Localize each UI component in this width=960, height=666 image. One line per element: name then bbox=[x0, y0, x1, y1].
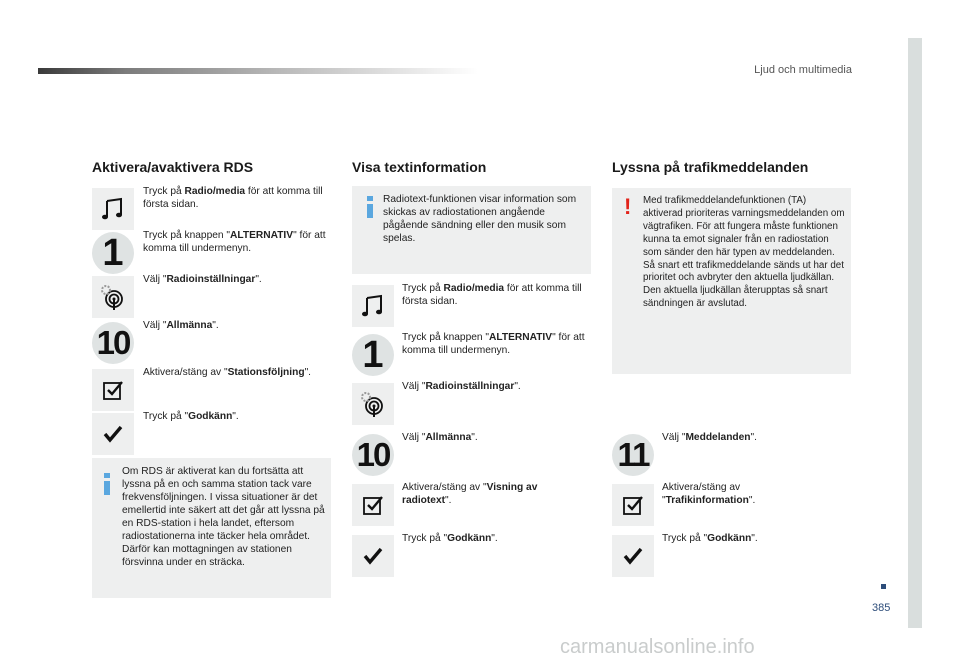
col2-step-2-text: Tryck på knappen "ALTERNATIV" för att komma till undermenyn. bbox=[402, 332, 585, 356]
col3-step-3-text: Tryck på "Godkänn". bbox=[662, 533, 758, 544]
col1-step-3-text: Välj "Radioinställningar". bbox=[143, 274, 262, 285]
radio-settings-icon bbox=[352, 383, 394, 425]
info-icon bbox=[104, 473, 110, 495]
col1-step-6-text: Tryck på "Godkänn". bbox=[143, 411, 239, 422]
rds-info-box bbox=[92, 458, 331, 598]
music-note-icon bbox=[352, 285, 394, 327]
radio-settings-icon bbox=[92, 276, 134, 318]
col1-step-4-text: Välj "Allmänna". bbox=[143, 320, 219, 331]
col2-step-1-text: Tryck på Radio/media för att komma till första sidan. bbox=[402, 283, 582, 307]
col2-step-3-text: Välj "Radioinställningar". bbox=[402, 381, 521, 392]
side-margin-strip bbox=[908, 38, 922, 628]
page-marker bbox=[881, 584, 886, 589]
info-icon bbox=[367, 196, 373, 218]
traffic-warning-box bbox=[612, 188, 851, 374]
section-title: Ljud och multimedia bbox=[754, 64, 852, 76]
music-note-icon bbox=[92, 188, 134, 230]
step-number-badge: 10 bbox=[352, 434, 394, 476]
step-number-badge: 1 bbox=[92, 232, 134, 274]
col1-step-2-text: Tryck på knappen "ALTERNATIV" för att komma till undermenyn. bbox=[143, 230, 326, 254]
radiotext-info-text: Radiotext-funktionen visar information som skickas av radiostationen angående pågående sändning eller den musik som spelas. bbox=[383, 194, 577, 244]
col3-step-2-text: Aktivera/stäng av "Trafikinformation". bbox=[662, 482, 756, 506]
checkbox-icon bbox=[352, 484, 394, 526]
radiotext-info-box bbox=[352, 186, 591, 274]
step-number-badge: 11 bbox=[612, 434, 654, 476]
watermark-text: carmanualsonline.info bbox=[560, 636, 755, 658]
rds-info-text: Om RDS är aktiverat kan du fortsätta att lyssna på en och samma station tack vare frekvensföljningen. I vissa situationer är det emellertid inte säkert att det går att lyssna på en RDS-station i hela landet, eftersom radiostationerna inte täcker hela området. Därför kan mottagningen av stationen försvinna under en sträcka. bbox=[122, 466, 325, 568]
warning-icon: ! bbox=[624, 194, 632, 219]
col2-heading: Visa textinformation bbox=[352, 159, 487, 175]
col1-heading: Aktivera/avaktivera RDS bbox=[92, 159, 254, 175]
checkmark-icon bbox=[352, 535, 394, 577]
col1-step-5-text: Aktivera/stäng av "Stationsföljning". bbox=[143, 367, 312, 378]
page-number: 385 bbox=[872, 602, 891, 614]
step-number-badge: 1 bbox=[352, 334, 394, 376]
col2-step-5-text: Aktivera/stäng av "Visning av radiotext". bbox=[402, 482, 538, 506]
traffic-warning-text: Med trafikmeddelandefunktionen (TA) aktiverad prioriteras varningsmeddelanden om vägtrafiken. För att fungera måste funktionen kunna ta emot signaler från en radiostation som sänder den här typen av meddelanden. Så snart ett trafikmeddelande sänds ut har det prioritet och avbryter den aktuella ljudkällan. Den aktuella ljudkällan återupptas så snart sändningen är avslutad. bbox=[643, 195, 845, 310]
col1-step-1-text: Tryck på Radio/media för att komma till första sidan. bbox=[143, 186, 323, 210]
step-number-badge: 10 bbox=[92, 322, 134, 364]
col3-step-1-text: Välj "Meddelanden". bbox=[662, 432, 757, 443]
header-gradient-bar bbox=[38, 68, 478, 74]
col2-step-4-text: Välj "Allmänna". bbox=[402, 432, 478, 443]
checkmark-icon bbox=[612, 535, 654, 577]
col3-heading: Lyssna på trafikmeddelanden bbox=[612, 159, 809, 175]
checkmark-icon bbox=[92, 413, 134, 455]
checkbox-icon bbox=[92, 369, 134, 411]
col2-step-6-text: Tryck på "Godkänn". bbox=[402, 533, 498, 544]
checkbox-icon bbox=[612, 484, 654, 526]
